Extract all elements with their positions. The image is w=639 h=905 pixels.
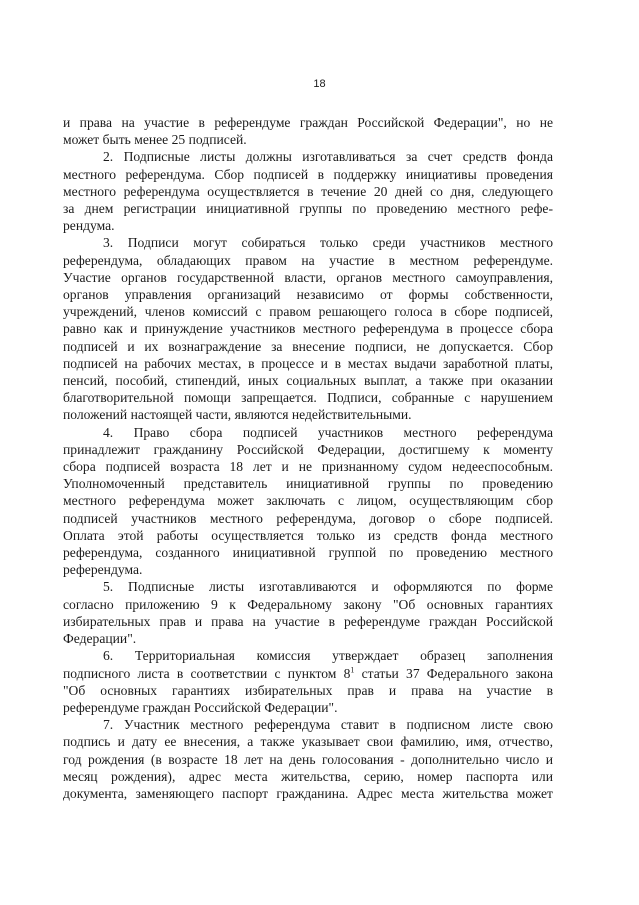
text-line bbox=[63, 389, 553, 406]
text-line-content: год рождения (в возрасте 18 лет на день голосования - дополнительно число и bbox=[63, 751, 553, 767]
text-line-content: подпись и дату ее внесения, а также указывает свои фамилию, имя, отчество, bbox=[63, 734, 553, 750]
text-line-content: положений настоящей части, являются недействительными. bbox=[63, 407, 412, 423]
text-line bbox=[63, 406, 553, 423]
text-line bbox=[63, 699, 553, 716]
text-line-content: референдума. bbox=[63, 562, 143, 578]
text-line bbox=[63, 217, 553, 234]
text-line-content: референдума, обладающих правом на участие в местном референдуме. bbox=[63, 252, 553, 268]
text-line bbox=[63, 234, 553, 251]
text-line bbox=[63, 252, 553, 269]
text-line bbox=[63, 148, 553, 165]
text-line bbox=[63, 355, 553, 372]
text-line-content: сбора подписей возраста 18 лет и не признанному судом недееспособным. bbox=[63, 459, 553, 475]
text-line bbox=[63, 338, 553, 355]
text-line-content: подписей на рабочих местах, в процессе и в местах выдачи заработной платы, bbox=[63, 355, 553, 371]
text-line-content: учреждений, членов комиссий с правом решающего голоса в сборе подписей, bbox=[63, 304, 553, 320]
text-line-tail: статьи 37 Федерального закона bbox=[354, 665, 554, 681]
text-line-content: 2. Подписные листы должны изготавливаться за счет средств фонда bbox=[103, 149, 553, 165]
text-line bbox=[63, 561, 553, 578]
text-line-content: Участие органов государственной власти, органов местного самоуправления, bbox=[63, 269, 553, 285]
text-line-content: принадлежит гражданину Российской Федерации, достигшему к моменту bbox=[63, 441, 553, 457]
text-line-content: за днем регистрации инициативной группы по проведению местного рефе- bbox=[63, 201, 553, 217]
body-text bbox=[63, 114, 553, 802]
text-line bbox=[63, 114, 553, 131]
text-line bbox=[63, 665, 553, 682]
text-line bbox=[63, 131, 553, 148]
text-line-content: 4. Право сбора подписей участников местного референдума bbox=[103, 424, 553, 440]
text-line bbox=[63, 785, 553, 802]
text-line bbox=[63, 510, 553, 527]
text-line-content: местного референдума. Сбор подписей в поддержку инициативы проведения bbox=[63, 166, 553, 182]
text-line bbox=[63, 682, 553, 699]
text-line-content: "Об основных гарантиях избирательных прав и права на участие в bbox=[63, 682, 553, 698]
text-line-content: документа, заменяющего паспорт гражданина. Адрес места жительства может bbox=[63, 785, 553, 801]
text-line-content: местного референдума осуществляется в течение 20 дней со дня, следующего bbox=[63, 183, 553, 199]
page-number: 18 bbox=[313, 78, 326, 90]
text-line-content: 3. Подписи могут собираться только среди участников местного bbox=[103, 235, 553, 251]
text-line bbox=[63, 458, 553, 475]
text-line bbox=[63, 544, 553, 561]
text-line-content: может быть менее 25 подписей. bbox=[63, 132, 247, 148]
text-line-content: Уполномоченный представитель инициативной группы по проведению bbox=[63, 476, 553, 492]
text-line bbox=[63, 613, 553, 630]
text-line bbox=[63, 424, 553, 441]
text-line bbox=[63, 475, 553, 492]
text-line-content: местного референдума может заключать с лицом, осуществляющим сбор bbox=[63, 493, 553, 509]
text-line-content: 6. Территориальная комиссия утверждает образец заполнения bbox=[103, 648, 553, 664]
text-line-content: 7. Участник местного референдума ставит в подписном листе свою bbox=[103, 717, 553, 733]
text-line bbox=[63, 527, 553, 544]
text-line bbox=[63, 200, 553, 217]
text-line-content: референдума, созданного инициативной группой по проведению местного bbox=[63, 545, 553, 561]
text-line-content: органов управления организаций независимо от формы собственности, bbox=[63, 287, 553, 303]
text-line-content: Оплата этой работы осуществляется только из средств фонда местного bbox=[63, 527, 553, 543]
text-line-content: 5. Подписные листы изготавливаются и оформляются по форме bbox=[103, 579, 553, 595]
text-line bbox=[63, 286, 553, 303]
text-line bbox=[63, 647, 553, 664]
text-line bbox=[63, 768, 553, 785]
text-line bbox=[63, 166, 553, 183]
text-line bbox=[63, 372, 553, 389]
text-line-content: равно как и принуждение участников местного референдума в процессе сбора bbox=[63, 321, 553, 337]
text-line bbox=[63, 492, 553, 509]
text-line-content: подписей участников местного референдума, договор о сборе подписей. bbox=[63, 510, 553, 526]
text-line bbox=[63, 733, 553, 750]
text-line-content: месяц рождения), адрес места жительства, серию, номер паспорта или bbox=[63, 768, 553, 784]
text-line bbox=[63, 320, 553, 337]
text-line bbox=[63, 596, 553, 613]
text-line bbox=[63, 630, 553, 647]
text-line bbox=[63, 751, 553, 768]
text-line bbox=[63, 716, 553, 733]
text-line bbox=[63, 441, 553, 458]
text-line-content: и права на участие в референдуме граждан Российской Федерации", но не bbox=[63, 115, 553, 130]
text-line bbox=[63, 269, 553, 286]
text-line-content: согласно приложению 9 к Федеральному закону "Об основных гарантиях bbox=[63, 596, 553, 612]
text-line-content: Федерации". bbox=[63, 631, 137, 647]
text-line-content: подписей и их вознаграждение за внесение подписи, не допускается. Сбор bbox=[63, 338, 553, 354]
text-line-content: подписного листа в соответствии с пунктом 8 bbox=[63, 665, 351, 681]
text-line bbox=[63, 578, 553, 595]
text-line-content: избирательных прав и права на участие в референдуме граждан Российской bbox=[63, 613, 553, 629]
text-line bbox=[63, 303, 553, 320]
text-line-content: рендума. bbox=[63, 218, 115, 234]
text-line-content: референдуме граждан Российской Федерации". bbox=[63, 699, 338, 715]
text-line-content: благотворительной помощи запрещается. Подписи, собранные с нарушением bbox=[63, 390, 553, 406]
text-line bbox=[63, 183, 553, 200]
superscript: 1 bbox=[350, 664, 355, 674]
text-line-content: пенсий, пособий, стипендий, иных социальных выплат, а также при оказании bbox=[63, 373, 553, 389]
